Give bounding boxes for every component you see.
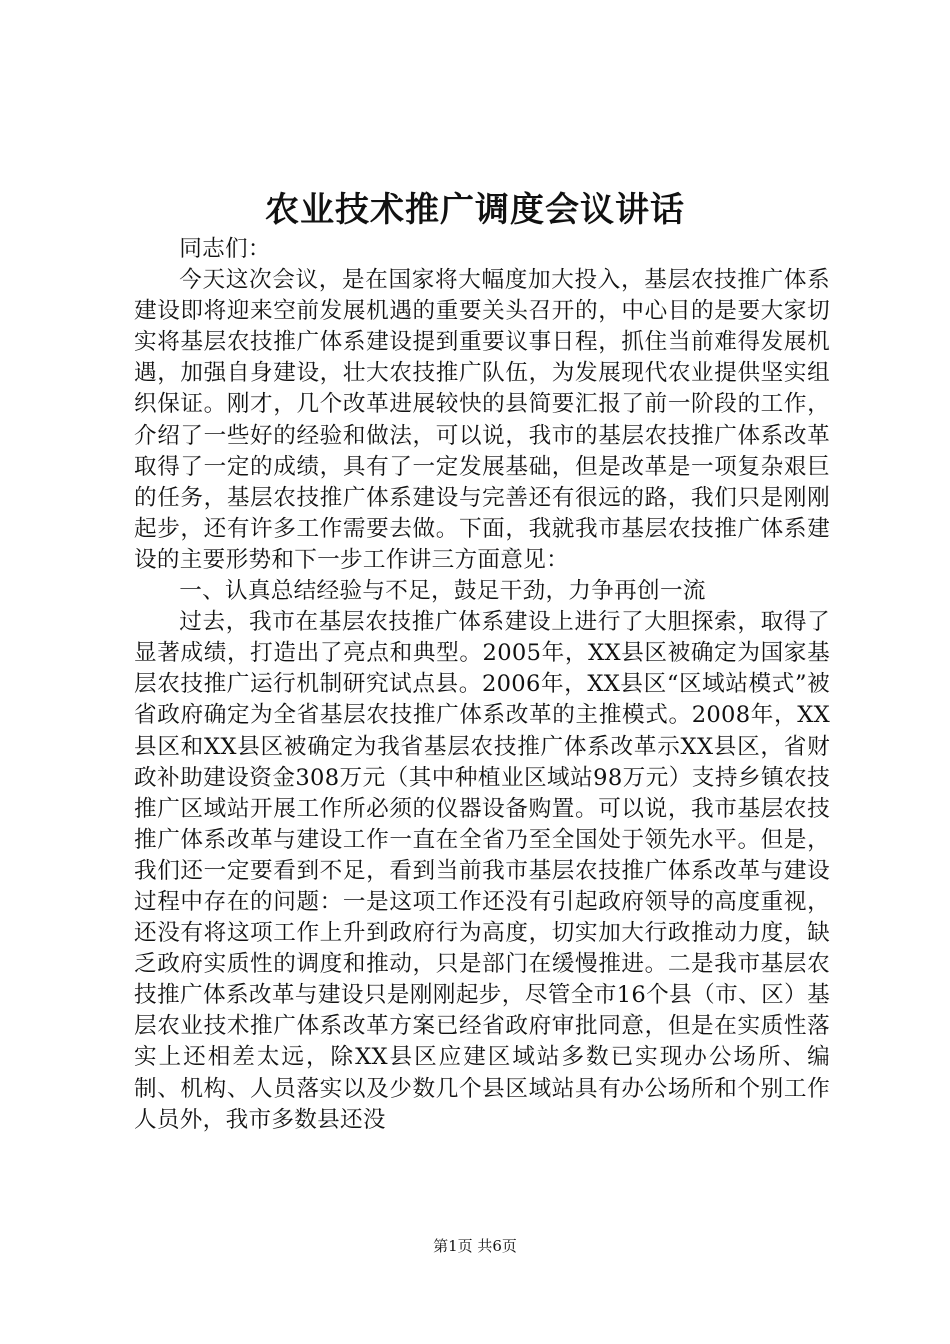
section-heading: 一、认真总结经验与不足，鼓足干劲，力争再创一流 xyxy=(179,578,706,605)
intro-paragraph: 今天这次会议，是在国家将大幅度加大投入，基层农技推广体系建设即将迎来空前发展机遇的重要关头召开的，中心目的是要大家切实将基层农技推广体系建设提到重要议事日程，抓住当前难得发展机遇，加强自身建设，壮大农技推广队伍，为发展现代农业提供坚实组织保证。刚才，几个改革进展较快的县简要汇报了前一阶段的工作，介绍了一些好的经验和做法，可以说，我市的基层农技推广体系改革取得了一定的成绩，具有了一定发展基础，但是改革是一项复杂艰巨的任务，基层农技推广体系建设与完善还有很远的路，我们只是刚刚起步，还有许多工作需要去做。下面，我就我市基层农技推广体系建设的主要形势和下一步工作讲三方面意见： xyxy=(134,267,830,573)
document-body xyxy=(134,234,830,1136)
section-paragraph: 过去，我市在基层农技推广体系建设上进行了大胆探索，取得了显著成绩，打造出了亮点和典型。2005年，XX县区被确定为国家基层农技推广运行机制研究试点县。2006年，XX县区“区域站模式”被省政府确定为全省基层农技推广体系改革的主推模式。2008年，XX县区和XX县区被确定为我省基层农技推广体系改革示XX县区，省财政补助建设资金308万元（其中种植业区域站98万元）支持乡镇农技推广区域站开展工作所必须的仪器设备购置。可以说，我市基层农技推广体系改革与建设工作一直在全省乃至全国处于领先水平。但是，我们还一定要看到不足，看到当前我市基层农技推广体系改革与建设过程中存在的问题：一是这项工作还没有引起政府领导的高度重视，还没有将这项工作上升到政府行为高度，切实加大行政推动力度，缺乏政府实质性的调度和推动，只是部门在缓慢推进。二是我市基层农技推广体系改革与建设只是刚刚起步，尽管全市16个县（市、区）基层农业技术推广体系改革方案已经省政府审批同意，但是在实质性落实上还相差太远，除XX县区应建区域站多数已实现办公场所、编制、机构、人员落实以及少数几个县区域站具有办公场所和个别工作人员外，我市多数县还没 xyxy=(134,609,830,1133)
page-number-footer: 第1页 共6页 xyxy=(433,1237,517,1255)
salutation-paragraph: 同志们： xyxy=(179,236,271,262)
document-title: 农业技术推广调度会议讲话 xyxy=(265,190,685,230)
